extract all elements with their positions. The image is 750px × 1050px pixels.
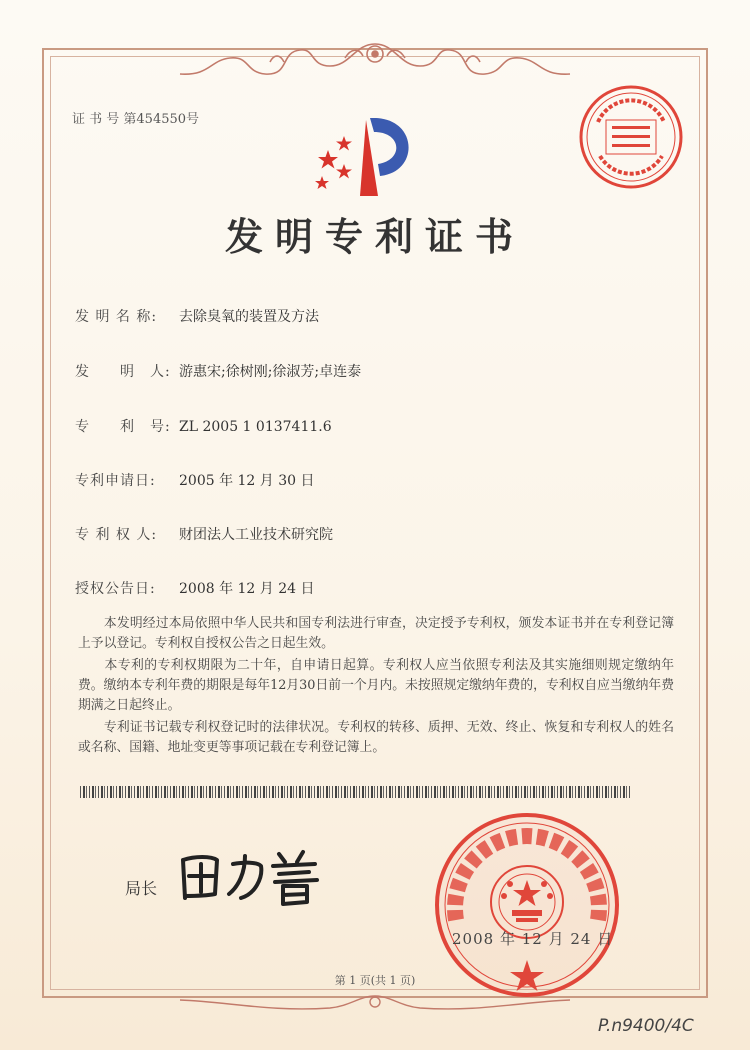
field-label: 专 利 号: (75, 419, 171, 435)
certificate-title: 发明专利证书 (224, 214, 525, 259)
certificate-number: 证 书 号 第454550号 (72, 112, 200, 127)
handwritten-note: P.n9400/4C (598, 1016, 694, 1036)
field-label: 发 明 名 称: (75, 309, 158, 325)
paragraph-grant-notice: 本发明经过本局依照中华人民共和国专利法进行审查，决定授予专利权，颁发本证书并在专利登记簿上予以登记。专利权自授权公告之日起生效。 (78, 616, 674, 651)
stamp-duty-seal-icon (576, 82, 686, 192)
field-value: 2005 年 12 月 30 日 (179, 473, 315, 489)
page-number: 第 1 页(共 1 页) (334, 974, 416, 987)
field-label: 授权公告日: (75, 581, 156, 597)
field-value: ZL 2005 1 0137411.6 (179, 419, 332, 435)
field-application-date (75, 470, 315, 490)
field-value: 去除臭氧的装置及方法 (179, 309, 319, 325)
field-value: 财团法人工业技术研究院 (179, 527, 333, 543)
director-label: 局长 (125, 879, 158, 898)
field-patent-number (75, 416, 332, 436)
field-label: 专利申请日: (75, 473, 156, 489)
paragraph-legal-status: 专利证书记载专利权登记时的法律状况。专利权的转移、质押、无效、终止、恢复和专利权人的姓名或名称、国籍、地址变更等事项记载在专利登记簿上。 (78, 720, 674, 755)
field-grant-date (75, 578, 315, 598)
barcode (80, 786, 632, 798)
patent-office-logo-icon (308, 110, 438, 200)
seal-date: 2008 年 12 月 24 日 (452, 930, 614, 948)
paragraph-term-notice: 本专利的专利权期限为二十年，自申请日起算。专利权人应当依照专利法及其实施细则规定缴纳年费。缴纳本专利年费的期限是每年12月30日前一个月内。未按照规定缴纳年费的，专利权自应当缴纳年费期满之日起终止。 (78, 658, 674, 713)
field-value: 游惠宋;徐树刚;徐淑芳;卓连泰 (179, 364, 362, 380)
director-signature-icon (175, 838, 335, 908)
field-inventors (75, 361, 361, 381)
field-invention-name (75, 306, 319, 326)
field-label: 专 利 权 人: (75, 527, 158, 543)
field-patentee (75, 524, 333, 544)
field-label: 发 明 人: (75, 364, 171, 380)
field-value: 2008 年 12 月 24 日 (179, 581, 315, 597)
top-ornament-icon (150, 36, 600, 86)
